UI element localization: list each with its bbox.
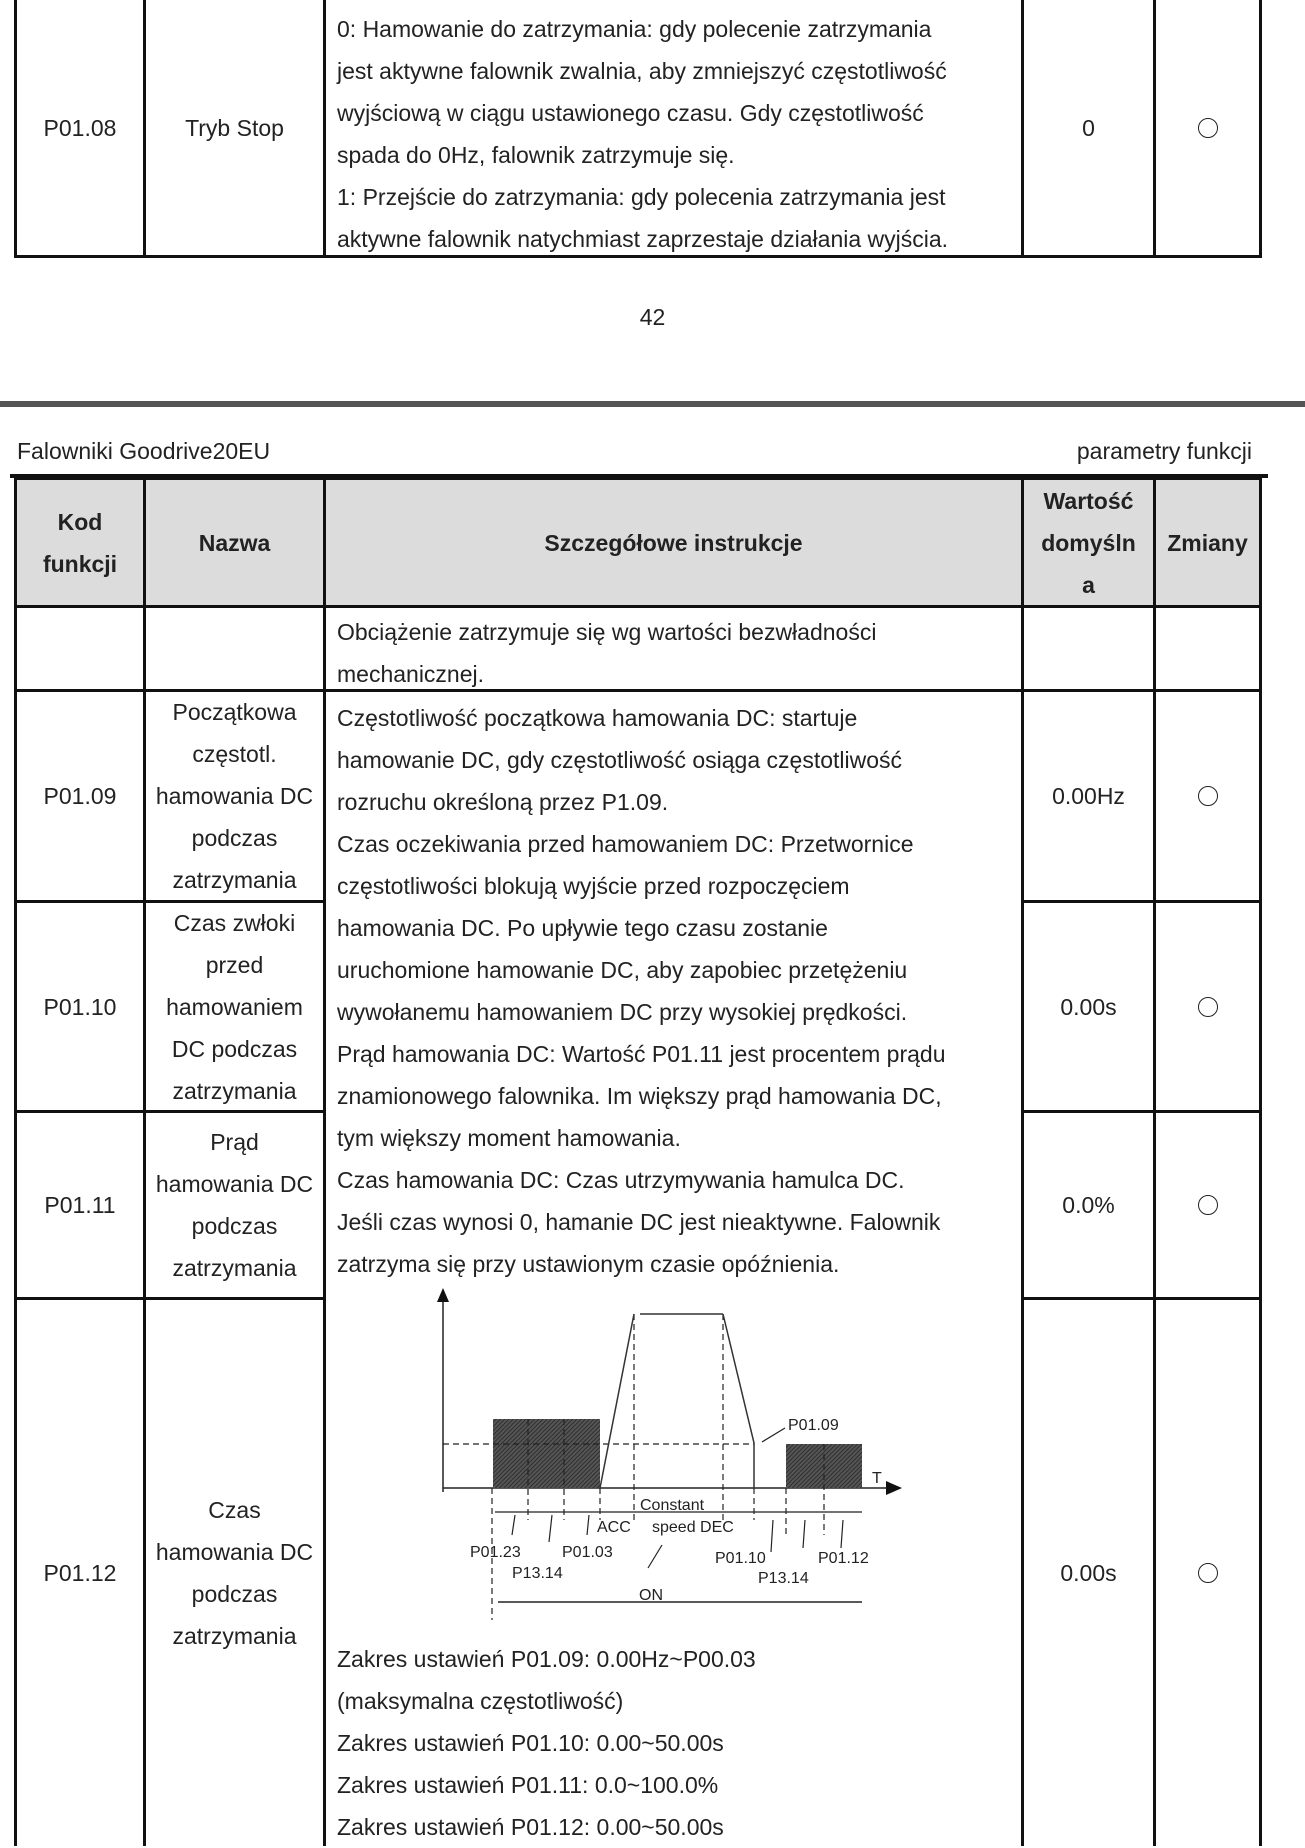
dc-brake-start-block bbox=[493, 1419, 600, 1488]
param-name: Czas zwłoki przed hamowaniem DC podczas zatrzymania bbox=[166, 909, 303, 1104]
continuation-text: Obciążenie zatrzymuje się wg wartości bezwładności mechanicznej. bbox=[337, 619, 877, 687]
header-right: parametry funkcji bbox=[1076, 438, 1252, 464]
page-number: 42 bbox=[639, 304, 666, 330]
svg-text:speed DEC: speed DEC bbox=[652, 1519, 734, 1536]
svg-text:ACC: ACC bbox=[597, 1519, 631, 1536]
param-name: Tryb Stop bbox=[185, 114, 284, 141]
setting-ranges: Zakres ustawień P01.09: 0.00Hz~P00.03 (maksymalna częstotliwość) Zakres ustawień P01.10: 0.00~50.00s Zakres ustawień P01.11: 0.0~100.0% Zakres ustawień P01.12: 0.00~50.00s bbox=[337, 1646, 756, 1840]
svg-text:P13.14: P13.14 bbox=[758, 1570, 809, 1587]
param-code: P01.10 bbox=[43, 993, 117, 1020]
svg-text:T: T bbox=[872, 1470, 882, 1487]
page-separator bbox=[0, 401, 1305, 407]
param-code: P01.08 bbox=[43, 114, 117, 141]
param-code: P01.09 bbox=[43, 783, 117, 809]
circle-icon bbox=[1198, 118, 1218, 138]
default-value: 0.00s bbox=[1060, 993, 1117, 1020]
param-code: P01.11 bbox=[44, 1192, 116, 1218]
header-name: Nazwa bbox=[146, 479, 323, 607]
default-value: 0 bbox=[1082, 114, 1095, 141]
param-name: Prąd hamowania DC podczas zatrzymania bbox=[155, 1129, 314, 1281]
param-name: Czas hamowania DC podczas zatrzymania bbox=[155, 1497, 314, 1649]
circle-icon bbox=[1198, 786, 1218, 806]
svg-text:Constant: Constant bbox=[640, 1497, 705, 1514]
svg-text:P01.12: P01.12 bbox=[818, 1550, 869, 1567]
param-code: P01.12 bbox=[43, 1560, 117, 1586]
svg-text:ON: ON bbox=[639, 1587, 663, 1604]
change-cell bbox=[1156, 0, 1259, 255]
param-description: 0: Hamowanie do zatrzymania: gdy polecenie zatrzymania jest aktywne falownik zwalnia, aby zmniejszyć częstotliwość wyjściową w ciągu ustawionego czasu. Gdy częstotliwość spada do 0Hz, falownik zatrzymuje się. 1: Przejście do zatrzymania: gdy polecenia zatrzymania jest aktywne falownik natychmiast zaprzestaje działania wyjścia. bbox=[337, 16, 949, 252]
merged-description: Częstotliwość początkowa hamowania DC: startuje hamowanie DC, gdy częstotliwość osiąga częstotliwość rozruchu określoną przez P1.09. Czas oczekiwania przed hamowaniem DC: Przetwornice częstotliwości blokują wyjście przed rozpoczęciem hamowania DC. Po upływie tego czasu zostanie uruchomione hamowanie DC, aby zapobiec przetężeniu wywołanemu hamowaniem DC przy wysokiej prędkości. Prąd hamowania DC: Wartość P01.11 jest procentem prądu znamionowego falownika. Im większy prąd hamowania DC, tym większy moment hamowania. Czas hamowania DC: Czas utrzymywania hamulca DC. Jeśli czas wynosi 0, hamanie DC jest nieaktywne. Falownik zatrzyma się przy ustawionym czasie opóźnienia. bbox=[337, 705, 946, 1277]
svg-text:P01.23: P01.23 bbox=[470, 1544, 521, 1561]
dc-braking-diagram bbox=[420, 1270, 920, 1620]
circle-icon bbox=[1198, 1195, 1218, 1215]
svg-text:P01.10: P01.10 bbox=[715, 1550, 766, 1567]
circle-icon bbox=[1198, 1563, 1218, 1583]
default-value: 0.0% bbox=[1062, 1192, 1115, 1218]
header-change: Zmiany bbox=[1156, 479, 1259, 607]
default-value: 0.00s bbox=[1060, 1560, 1117, 1586]
svg-text:P01.03: P01.03 bbox=[562, 1544, 613, 1561]
circle-icon bbox=[1198, 997, 1218, 1017]
header-default: Wartość domyśln a bbox=[1024, 479, 1153, 607]
header-desc: Szczegółowe instrukcje bbox=[326, 479, 1021, 607]
param-name: Początkowa częstotl. hamowania DC podczas zatrzymania bbox=[155, 699, 314, 893]
header-left: Falowniki Goodrive20EU bbox=[17, 438, 271, 464]
svg-text:P01.09: P01.09 bbox=[788, 1417, 839, 1434]
svg-text:P13.14: P13.14 bbox=[512, 1565, 563, 1582]
header-code: Kod funkcji bbox=[17, 479, 143, 607]
default-value: 0.00Hz bbox=[1052, 783, 1125, 809]
